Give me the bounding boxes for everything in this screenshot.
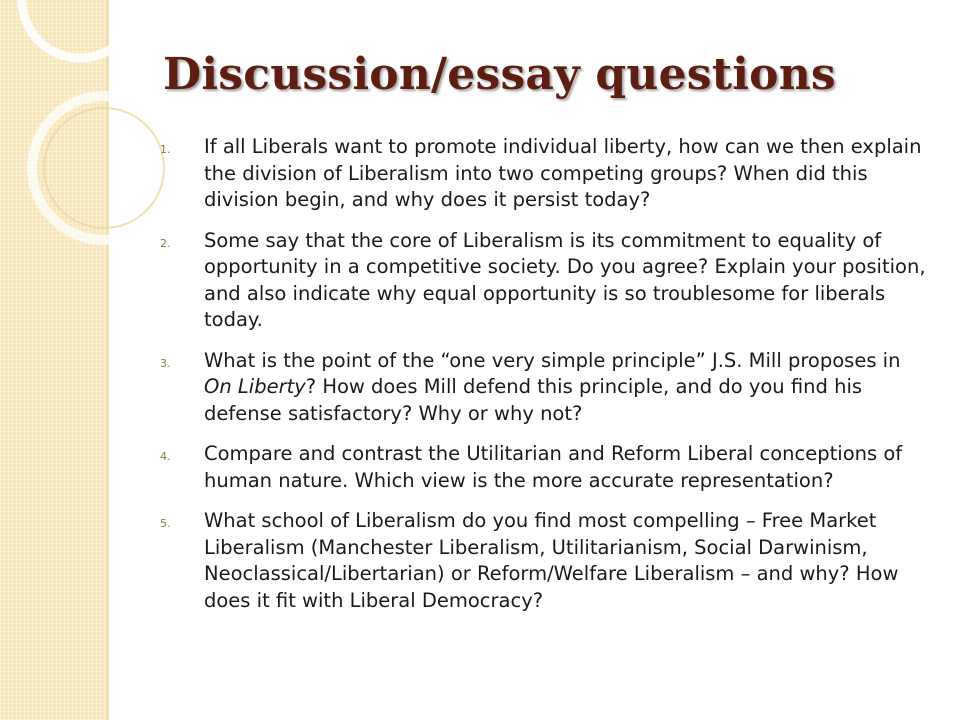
decorative-ring-top-icon [22, 0, 138, 58]
question-text: What school of Liberalism do you find most compelling – Free Market Liberalism (Manchester Liberalism, Utilitarianism, Social Darwinism, Neoclassical/Libertarian) or Reform/Welfare Liberalism – and why? How does it fit with Liberal Democracy? [204, 509, 899, 612]
question-text: Some say that the core of Liberalism is its commitment to equality of opportunity in a competitive society. Do you agree? Explain your position, and also indicate why equal opportunity is so troublesome for liberals today. [204, 228, 926, 331]
slide-title: Discussion/essay questions [163, 49, 836, 100]
question-item-5 [160, 508, 930, 614]
question-text-end: ? How does Mill defend this principle, and do you find his defense satisfactory? Why or why not? [204, 375, 863, 425]
question-list [160, 134, 930, 628]
question-number: 3. [160, 356, 171, 370]
question-number: 2. [160, 236, 171, 250]
question-number: 1. [160, 143, 171, 156]
question-text-start: What is the point of the “one very simple principle” J.S. Mill proposes in [204, 348, 901, 372]
decorative-ring-middle-icon [32, 96, 176, 240]
question-text: Compare and contrast the Utilitarian and Reform Liberal conceptions of human nature. Which view is the more accurate representation? [204, 442, 903, 492]
question-text: If all Liberals want to promote individual liberty, how can we then explain the division of Liberalism into two competing groups? When did this division begin, and why does it persist today? [204, 135, 922, 211]
book-title: On Liberty [204, 375, 306, 398]
question-item-3 [160, 348, 930, 428]
question-item-2 [160, 228, 930, 334]
decorative-ring-inner-icon [44, 108, 164, 228]
question-item-4 [160, 441, 930, 494]
question-number: 4. [160, 450, 171, 463]
question-number: 5. [160, 517, 171, 530]
question-item-1 [160, 134, 930, 214]
